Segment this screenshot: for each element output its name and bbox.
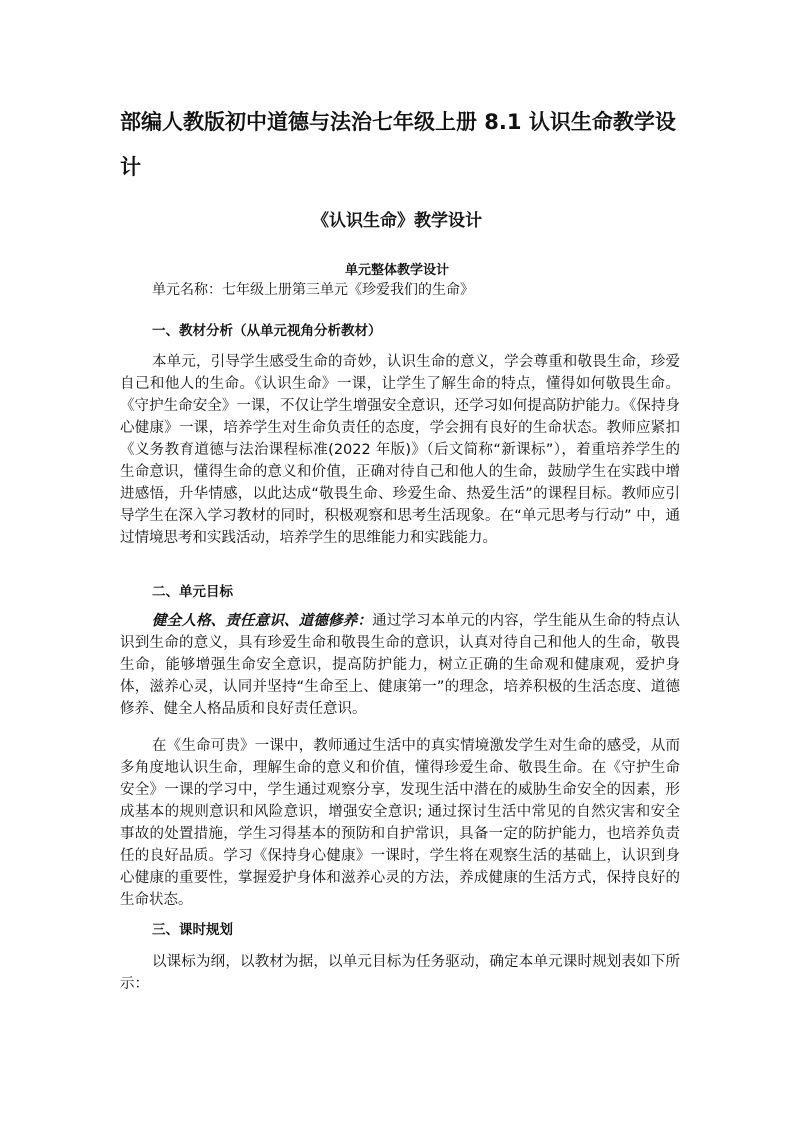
section-heading-material-analysis: 一、教材分析（从单元视角分析教材） [152, 323, 382, 339]
document-title: 部编人教版初中道德与法治七年级上册 8.1 认识生命教学设计 [120, 110, 676, 179]
section-heading-lesson-planning: 三、课时规划 [152, 922, 233, 938]
unit-goals-text: 通过学习本单元的内容，学生能从生命的特点认识到生命的意义，具有珍爱生命和敬畏生命的意识，认真对待自己和他人的生命，敬畏生命，能够增强生命安全意识，提高防护能力，树立正确的生命观和健康观，爱护身体，滋养心灵，认同并坚持“生命至上、健康第一”的理念，培养积极的生活态度、道德修养、健全人格品质和良好责任意识。 [120, 613, 681, 717]
paragraph-material-analysis: 本单元，引导学生感受生命的奇妙，认识生命的意义，学会尊重和敬畏生命，珍爱自己和他人的生命。《认识生命》一课，让学生了解生命的特点，懂得如何敬畏生命。《守护生命安全》一课，不仅让学生增强安全意识，还学习如何提高防护能力。《保持身心健康》一课，培养学生对生命负责任的态度，学会拥有良好的生命状态。教师应紧扣《义务教育道德与法治课程标准(2022 年版)》（后文简称“新课标”），着重培养学生的生命意识，懂得生命的意义和价值，正确对待自己和他人的生命，鼓励学生在实践中增进感悟，升华情感，以此达成“敬畏生命、珍爱生命、热爱生活”的课程目标。教师应引导学生在深入学习教材的同时，积极观察和思考生活现象。在“单元思考与行动” 中，通过情境思考和实践活动，培养学生的思维能力和实践能力。 [120, 354, 680, 546]
paragraph-lesson-planning: 以课标为纲，以教材为据，以单元目标为任务驱动，确定本单元课时规划表如下所示： [120, 954, 680, 992]
lesson-title: 《认识生命》教学设计 [312, 211, 482, 231]
unit-heading: 单元整体教学设计 [344, 263, 449, 278]
unit-name: 单元名称：七年级上册第三单元《珍爱我们的生命》 [152, 282, 474, 298]
core-literacy-lead: 健全人格、责任意识、道德修养： [152, 612, 373, 629]
section-heading-unit-goals: 二、单元目标 [152, 584, 233, 600]
paragraph-lesson-overview: 在《生命可贵》一课中，教师通过生活中的真实情境激发学生对生命的感受，从而多角度地认识生命，理解生命的意义和价值，懂得珍爱生命、敬畏生命。在《守护生命安全》一课的学习中，学生通过观察分享，发现生活中潜在的威胁生命安全的因素，形成基本的规则意识和风险意识，增强安全意识; 通过探讨生活中常见的自然灾害和安全事故的处置措施，学生习得基本的预防和自护常识，具备一定的防护能力，也培养负责任的良好品质。学习《保持身心健康》一课时，学生将在观察生活的基础上，认识到身心健康的重要性，掌握爱护身体和滋养心灵的方法，养成健康的生活方式，保持良好的生命状态。 [120, 738, 680, 908]
paragraph-unit-goals [120, 610, 680, 720]
